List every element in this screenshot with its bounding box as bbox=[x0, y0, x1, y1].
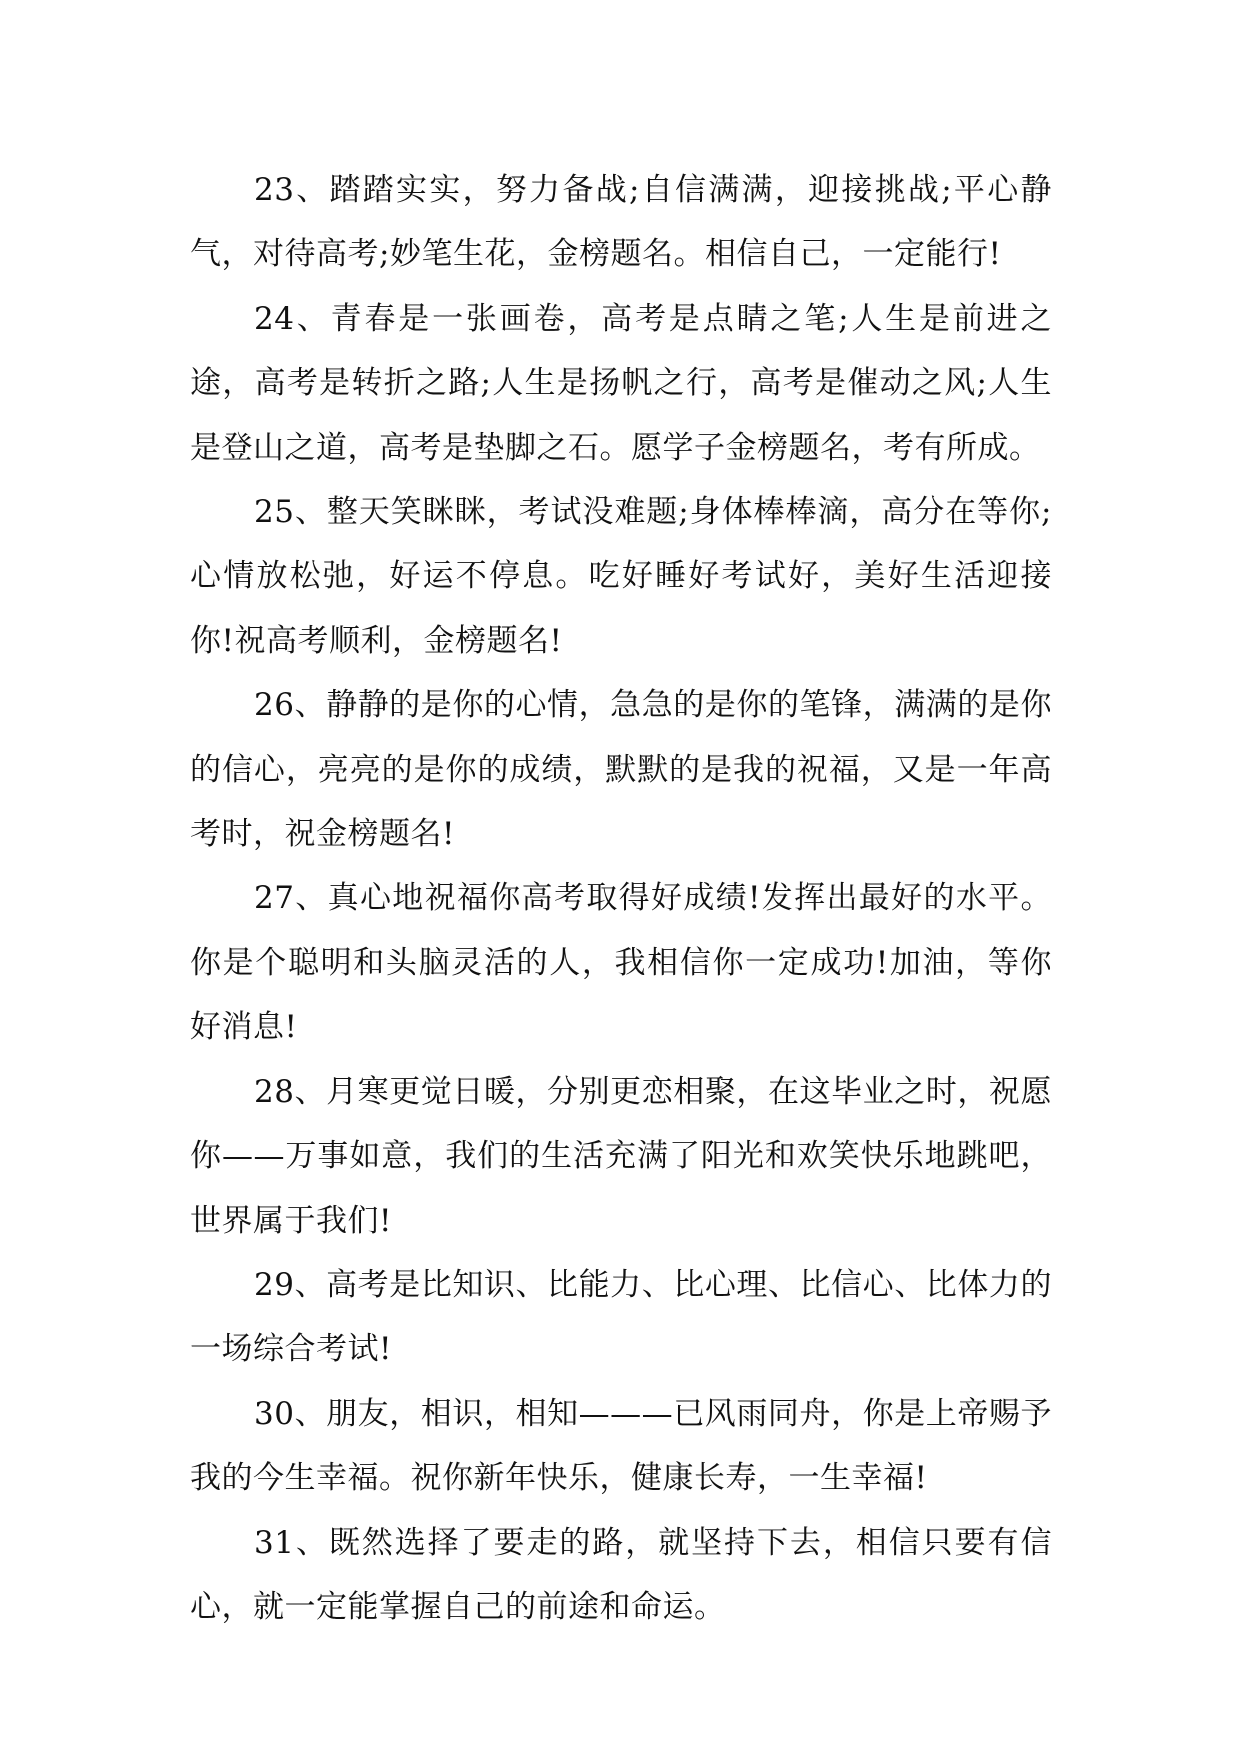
paragraph-29: 29、高考是比知识、比能力、比心理、比信心、比体力的一场综合考试! bbox=[190, 1266, 1052, 1368]
document-body bbox=[190, 158, 1052, 1639]
paragraph-24: 24、青春是一张画卷，高考是点睛之笔;人生是前进之途，高考是转折之路;人生是扬帆之行，高考是催动之风;人生是登山之道，高考是垫脚之石。愿学子金榜题名，考有所成。 bbox=[190, 300, 1052, 466]
paragraph-25: 25、整天笑眯眯，考试没难题;身体棒棒滴，高分在等你;心情放松弛，好运不停息。吃好睡好考试好，美好生活迎接你!祝高考顺利，金榜题名! bbox=[190, 494, 1052, 659]
paragraph-27: 27、真心地祝福你高考取得好成绩!发挥出最好的水平。你是个聪明和头脑灵活的人，我相信你一定成功!加油，等你好消息! bbox=[190, 880, 1052, 1046]
paragraph-30: 30、朋友，相识，相知———已风雨同舟，你是上帝赐予我的今生幸福。祝你新年快乐，健康长寿，一生幸福! bbox=[190, 1395, 1052, 1497]
paragraph-28: 28、月寒更觉日暖，分别更恋相聚，在这毕业之时，祝愿你——万事如意，我们的生活充满了阳光和欢笑快乐地跳吧，世界属于我们! bbox=[190, 1073, 1052, 1239]
paragraph-23: 23、踏踏实实，努力备战;自信满满，迎接挑战;平心静气，对待高考;妙笔生花，金榜题名。相信自己，一定能行! bbox=[190, 172, 1052, 273]
paragraph-26: 26、静静的是你的心情，急急的是你的笔锋，满满的是你的信心，亮亮的是你的成绩，默默的是我的祝福，又是一年高考时，祝金榜题名! bbox=[190, 687, 1052, 853]
paragraph-31: 31、既然选择了要走的路，就坚持下去，相信只要有信心，就一定能掌握自己的前途和命运。 bbox=[190, 1524, 1052, 1625]
